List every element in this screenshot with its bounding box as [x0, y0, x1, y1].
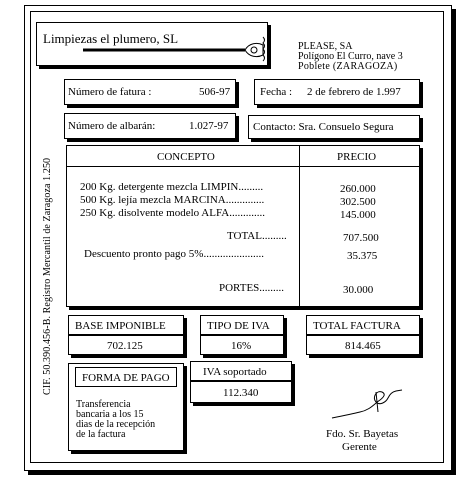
item-concept-3: 250 Kg. disolvente modelo ALFA............. [80, 207, 265, 219]
table-header-divider [67, 166, 419, 167]
client-address: Polígono El Curro, nave 3 [298, 51, 403, 62]
invoice-total-value-box [306, 335, 420, 355]
total-value: 707.500 [343, 232, 379, 244]
taxable-base-value: 702.125 [107, 340, 143, 352]
vat-paid-label: IVA soportado [203, 366, 267, 378]
signature-name: Fdo. Sr. Bayetas [326, 428, 399, 440]
signature-role: Gerente [342, 441, 377, 453]
delivery-note-label: Número de albarán: [68, 120, 156, 132]
payment-method-label: FORMA DE PAGO [82, 372, 170, 384]
item-price-3: 145.000 [340, 209, 376, 221]
payment-line-1: Transferencia [76, 399, 131, 410]
client-city: Poblete (ZARAGOZA) [298, 61, 398, 72]
date-value: 2 de febrero de 1.997 [307, 86, 401, 98]
vat-type-header [200, 315, 284, 335]
payment-line-4: de la factura [76, 429, 126, 440]
item-price-2: 302.500 [340, 196, 376, 208]
taxable-base-value-box [68, 335, 184, 355]
date-label: Fecha : [260, 86, 293, 98]
vat-paid-value-box [190, 381, 292, 403]
contact-text: Contacto: Sra. Consuelo Segura [253, 121, 394, 133]
vat-paid-header [190, 361, 292, 381]
discount-value: 35.375 [347, 250, 378, 262]
total-label: TOTAL......... [227, 230, 287, 242]
invoice-number-box [64, 79, 236, 105]
mop-logo-icon [37, 23, 269, 67]
item-concept-1: 200 Kg. detergente mezcla LIMPIN......... [80, 181, 264, 193]
payment-line-2: bancaria a los 15 [76, 409, 144, 420]
shipping-value: 30.000 [343, 284, 374, 296]
price-header: PRECIO [337, 151, 377, 163]
invoice-number-value: 506-97 [199, 86, 231, 98]
contact-box [248, 115, 420, 139]
concept-header: CONCEPTO [157, 151, 215, 163]
discount-label: Descuento pronto pago 5%...................... [84, 248, 264, 260]
delivery-note-box [64, 113, 236, 139]
invoice-number-label: Número de fatura : [68, 86, 152, 98]
table-column-divider [299, 146, 300, 306]
vat-type-value-box [200, 335, 284, 355]
concept-table [66, 145, 420, 307]
item-concept-2: 500 Kg. lejía mezcla MARCINA.............. [80, 194, 265, 206]
company-logo-box [36, 22, 268, 66]
date-box [254, 79, 420, 105]
payment-method-header [75, 367, 177, 387]
company-name: Limpiezas el plumero, SL [43, 31, 179, 46]
company-registry: CIF. 50.390.456-B. Registro Mercantil de Zaragoza 1.250 [42, 157, 53, 395]
client-name: PLEASE, SA [298, 41, 353, 52]
taxable-base-header [68, 315, 184, 335]
taxable-base-label: BASE IMPONIBLE [75, 320, 166, 332]
delivery-note-value: 1.027-97 [189, 120, 229, 132]
invoice-total-value: 814.465 [345, 340, 381, 352]
vat-type-value: 16% [231, 340, 252, 352]
vat-type-label: TIPO DE IVA [207, 320, 270, 332]
payment-method-box [68, 363, 184, 451]
signature-mark [330, 386, 410, 426]
invoice-total-header [306, 315, 420, 335]
item-price-1: 260.000 [340, 183, 376, 195]
shipping-label: PORTES......... [219, 282, 285, 294]
invoice-total-label: TOTAL FACTURA [313, 320, 401, 332]
vat-paid-value: 112.340 [223, 387, 259, 399]
payment-line-3: dias de la recepción [76, 419, 156, 430]
